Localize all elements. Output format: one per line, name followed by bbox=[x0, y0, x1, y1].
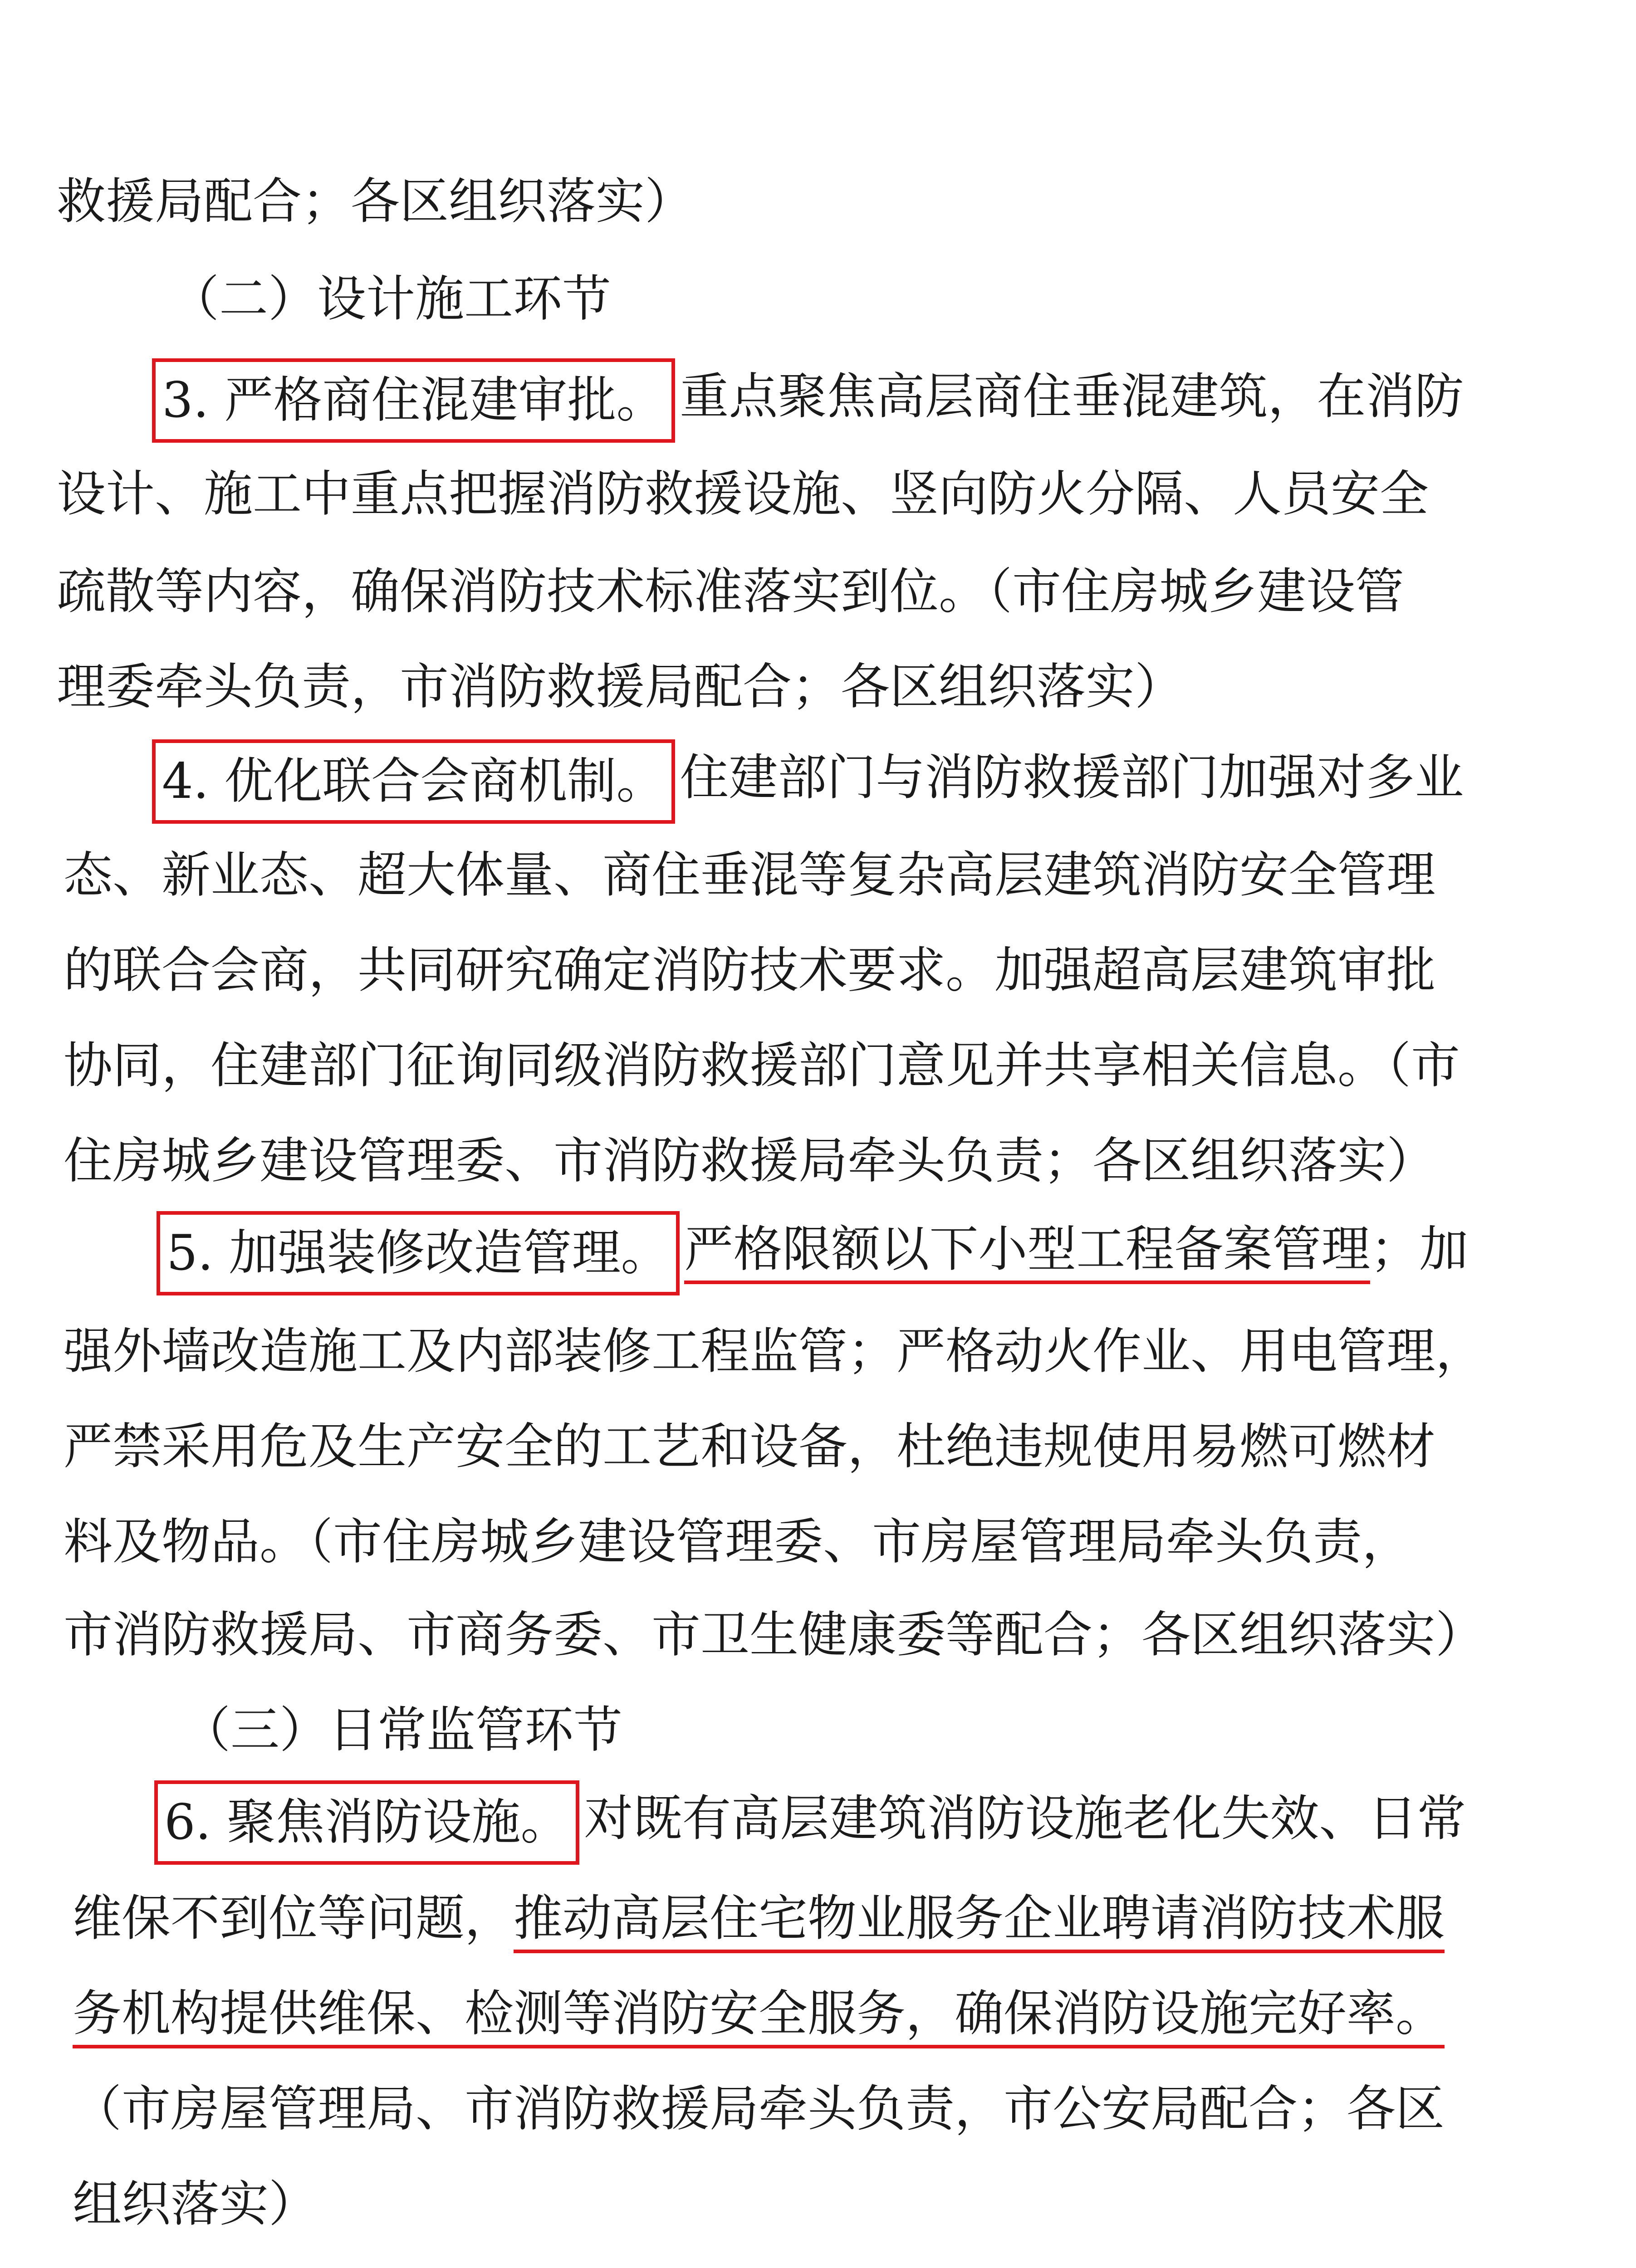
text-line-8 bbox=[64, 828, 1435, 923]
line-text: 疏散等内容，确保消防技术标准落实到位。（市住房城乡建设管 bbox=[57, 563, 1405, 620]
underlined-text: 推动高层住宅物业服务企业聘请消防技术服 bbox=[514, 1890, 1445, 1953]
text-line-21 bbox=[73, 2062, 1445, 2157]
text-line-14 bbox=[64, 1399, 1435, 1495]
underlined-text: 严格限额以下小型工程备案管理 bbox=[684, 1221, 1370, 1284]
item-4-line bbox=[152, 730, 1464, 826]
line-text: 强外墙改造施工及内部装修工程监管；严格动火作业、用电管理， bbox=[64, 1323, 1485, 1380]
text-line-13 bbox=[64, 1304, 1484, 1399]
line-text: ；加 bbox=[1370, 1221, 1469, 1278]
text-line-9 bbox=[64, 923, 1435, 1018]
text-line-22 bbox=[73, 2157, 318, 2252]
text-line-5 bbox=[57, 544, 1404, 640]
line-text: 设计、施工中重点把握消防救援设施、竖向防火分隔、人员安全 bbox=[57, 466, 1429, 523]
text-line-4 bbox=[57, 447, 1429, 542]
text-line-15 bbox=[64, 1495, 1411, 1590]
line-text: 市消防救援局、市商务委、市卫生健康委等配合；各区组织落实） bbox=[64, 1607, 1485, 1663]
item-6-title-box bbox=[154, 1780, 579, 1865]
text-line-19 bbox=[73, 1871, 1445, 1966]
section-heading-daily-supervision bbox=[181, 1683, 622, 1778]
line-text: （市房屋管理局、市消防救援局牵头负责，市公安局配合；各区 bbox=[73, 2081, 1445, 2137]
text-line-16 bbox=[64, 1588, 1484, 1683]
text-line-6 bbox=[57, 640, 1184, 735]
line-text: 对既有高层建筑消防设施老化失效、日常 bbox=[584, 1790, 1466, 1847]
text-line-11 bbox=[64, 1114, 1435, 1209]
line-text: 组织落实） bbox=[73, 2176, 318, 2233]
item-4-title-box bbox=[152, 739, 675, 824]
line-text: 态、新业态、超大体量、商住垂混等复杂高层建筑消防安全管理 bbox=[64, 847, 1436, 904]
line-text: 料及物品。（市住房城乡建设管理委、市房屋管理局牵头负责， bbox=[64, 1514, 1411, 1570]
text-line-1 bbox=[57, 154, 694, 249]
line-text: 维保不到位等问题， bbox=[73, 1890, 514, 1947]
item-5-title-box bbox=[157, 1211, 680, 1295]
item-3-title-box bbox=[152, 358, 675, 443]
line-text: 重点聚焦高层商住垂混建筑，在消防 bbox=[680, 368, 1464, 425]
section-heading-design-construction bbox=[170, 252, 611, 347]
line-text: 的联合会商，共同研究确定消防技术要求。加强超高层建筑审批 bbox=[64, 942, 1436, 999]
line-text: 住房城乡建设管理委、市消防救援局牵头负责；各区组织落实） bbox=[64, 1133, 1436, 1189]
line-text: （三）日常监管环节 bbox=[181, 1702, 623, 1759]
text-line-20 bbox=[73, 1966, 1445, 2062]
line-text: （二）设计施工环节 bbox=[170, 271, 612, 327]
item-5-title: 5. 加强装修改造管理。 bbox=[167, 1224, 670, 1281]
item-6-line bbox=[154, 1771, 1466, 1867]
line-text: 救援局配合；各区组织落实） bbox=[57, 173, 694, 230]
text-line-10 bbox=[64, 1018, 1460, 1114]
item-3-title: 3. 严格商住混建审批。 bbox=[162, 371, 666, 429]
underlined-text: 务机构提供维保、检测等消防安全服务，确保消防设施完好率。 bbox=[73, 1985, 1445, 2048]
line-text: 理委牵头负责，市消防救援局配合；各区组织落实） bbox=[57, 659, 1184, 715]
item-5-line bbox=[157, 1202, 1468, 1297]
item-4-title: 4. 优化联合会商机制。 bbox=[162, 753, 666, 810]
line-text: 严禁采用危及生产安全的工艺和设备，杜绝违规使用易燃可燃材 bbox=[64, 1418, 1436, 1475]
item-6-title: 6. 聚焦消防设施。 bbox=[164, 1794, 570, 1851]
line-text: 住建部门与消防救援部门加强对多业 bbox=[680, 749, 1464, 806]
line-text: 协同，住建部门征询同级消防救援部门意见并共享相关信息。（市 bbox=[64, 1037, 1460, 1094]
item-3-line bbox=[152, 349, 1464, 445]
